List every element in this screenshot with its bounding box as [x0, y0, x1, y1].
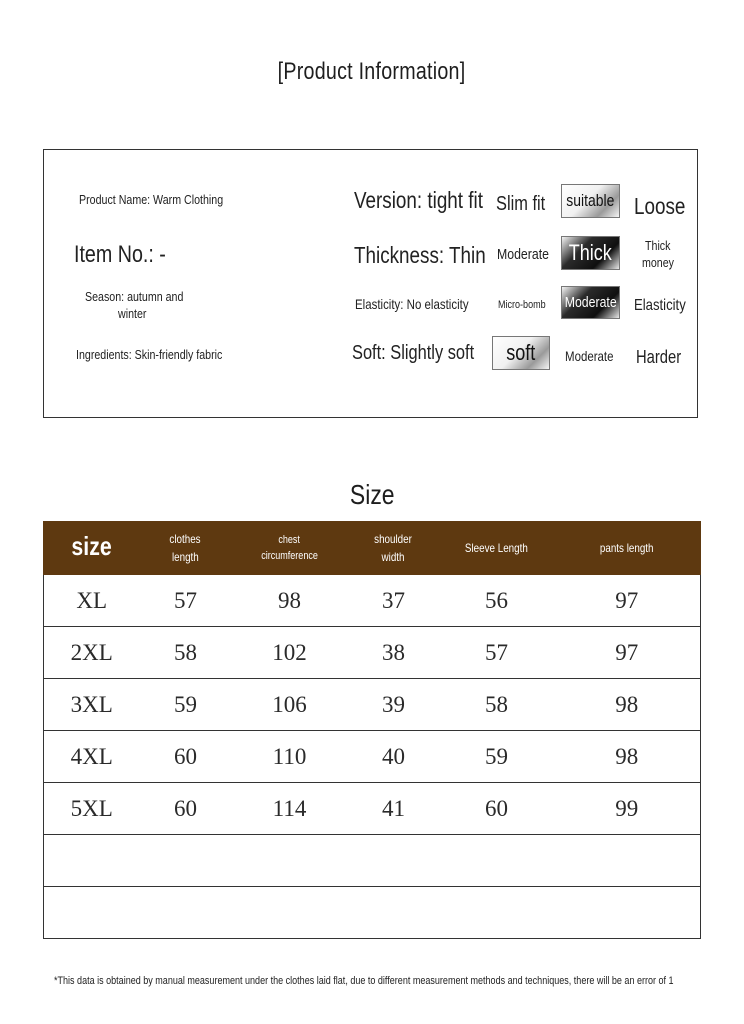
measurement-cell: 60 [440, 783, 554, 835]
measurement-cell: 57 [140, 575, 232, 627]
table-row [44, 731, 701, 783]
version-option-slim-fit: Slim fit [496, 193, 546, 215]
header-pants-length: pants length [554, 522, 701, 575]
size-cell [44, 887, 140, 939]
measurement-cell: 60 [140, 731, 232, 783]
size-cell: 3XL [44, 679, 140, 731]
ingredients-label: Ingredients: Skin-friendly fabric [76, 347, 223, 362]
measurement-cell [554, 887, 701, 939]
size-cell: 2XL [44, 627, 140, 679]
measurement-cell: 98 [554, 731, 701, 783]
measurement-cell: 39 [348, 679, 440, 731]
table-row [44, 887, 701, 939]
size-cell [44, 835, 140, 887]
table-row [44, 835, 701, 887]
table-row [44, 627, 701, 679]
table-row [44, 575, 701, 627]
measurement-cell: 57 [440, 627, 554, 679]
header-sleeve-length: Sleeve Length [440, 522, 554, 575]
measurement-note: *This data is obtained by manual measurement under the clothes laid flat, due to different measurement methods and techniques, there will be an error of 1 [54, 975, 674, 987]
measurement-cell [232, 887, 348, 939]
thickness-option-thick-money-line2: money [642, 255, 675, 270]
measurement-cell: 99 [554, 783, 701, 835]
measurement-cell: 41 [348, 783, 440, 835]
measurement-cell: 98 [232, 575, 348, 627]
size-cell: XL [44, 575, 140, 627]
measurement-cell: 98 [554, 679, 701, 731]
measurement-cell [140, 835, 232, 887]
size-table-container [43, 521, 700, 939]
soft-option-soft-chip: soft [492, 336, 550, 370]
elasticity-option-moderate-chip: Moderate [561, 286, 620, 319]
measurement-cell: 114 [232, 783, 348, 835]
thickness-label: Thickness: Thin [354, 242, 486, 268]
size-cell: 4XL [44, 731, 140, 783]
soft-option-harder: Harder [636, 347, 682, 367]
table-row [44, 783, 701, 835]
version-option-suitable-chip: suitable [561, 184, 620, 218]
size-section-title: Size [349, 479, 395, 510]
measurement-cell [440, 887, 554, 939]
table-row [44, 679, 701, 731]
measurement-cell: 60 [140, 783, 232, 835]
size-cell: 5XL [44, 783, 140, 835]
measurement-cell [232, 835, 348, 887]
season-label-line2: winter [118, 306, 147, 321]
product-name-label: Product Name: Warm Clothing [79, 192, 224, 207]
page-title: [Product Information] [278, 58, 466, 85]
measurement-cell: 97 [554, 627, 701, 679]
version-label: Version: tight fit [354, 187, 483, 213]
item-number-label: Item No.: - [74, 241, 166, 268]
size-table [43, 521, 701, 939]
measurement-cell [554, 835, 701, 887]
header-size: size [44, 522, 140, 575]
elasticity-option-micro-bomb: Micro-bomb [498, 299, 546, 311]
thickness-option-thick-money-line1: Thick [645, 238, 671, 253]
measurement-cell: 59 [440, 731, 554, 783]
header-chest-circumference: chest circumference [232, 522, 348, 575]
measurement-cell: 38 [348, 627, 440, 679]
thickness-option-moderate: Moderate [497, 246, 549, 263]
version-option-loose: Loose [634, 193, 686, 219]
measurement-cell [440, 835, 554, 887]
elasticity-label: Elasticity: No elasticity [355, 296, 469, 312]
measurement-cell [348, 835, 440, 887]
elasticity-option-elasticity: Elasticity [634, 297, 686, 314]
measurement-cell: 37 [348, 575, 440, 627]
header-shoulder-width: shoulder width [348, 522, 440, 575]
size-table-header-row [44, 522, 701, 575]
measurement-cell: 56 [440, 575, 554, 627]
measurement-cell [348, 887, 440, 939]
thickness-option-thick-chip: Thick [561, 236, 620, 270]
measurement-cell: 106 [232, 679, 348, 731]
season-label-line1: Season: autumn and [85, 289, 184, 304]
header-clothes-length: clothes length [140, 522, 232, 575]
soft-label: Soft: Slightly soft [352, 342, 475, 364]
measurement-cell: 40 [348, 731, 440, 783]
soft-option-moderate: Moderate [565, 348, 614, 364]
measurement-cell: 110 [232, 731, 348, 783]
measurement-cell: 58 [140, 627, 232, 679]
measurement-cell [140, 887, 232, 939]
measurement-cell: 58 [440, 679, 554, 731]
measurement-cell: 59 [140, 679, 232, 731]
measurement-cell: 102 [232, 627, 348, 679]
measurement-cell: 97 [554, 575, 701, 627]
